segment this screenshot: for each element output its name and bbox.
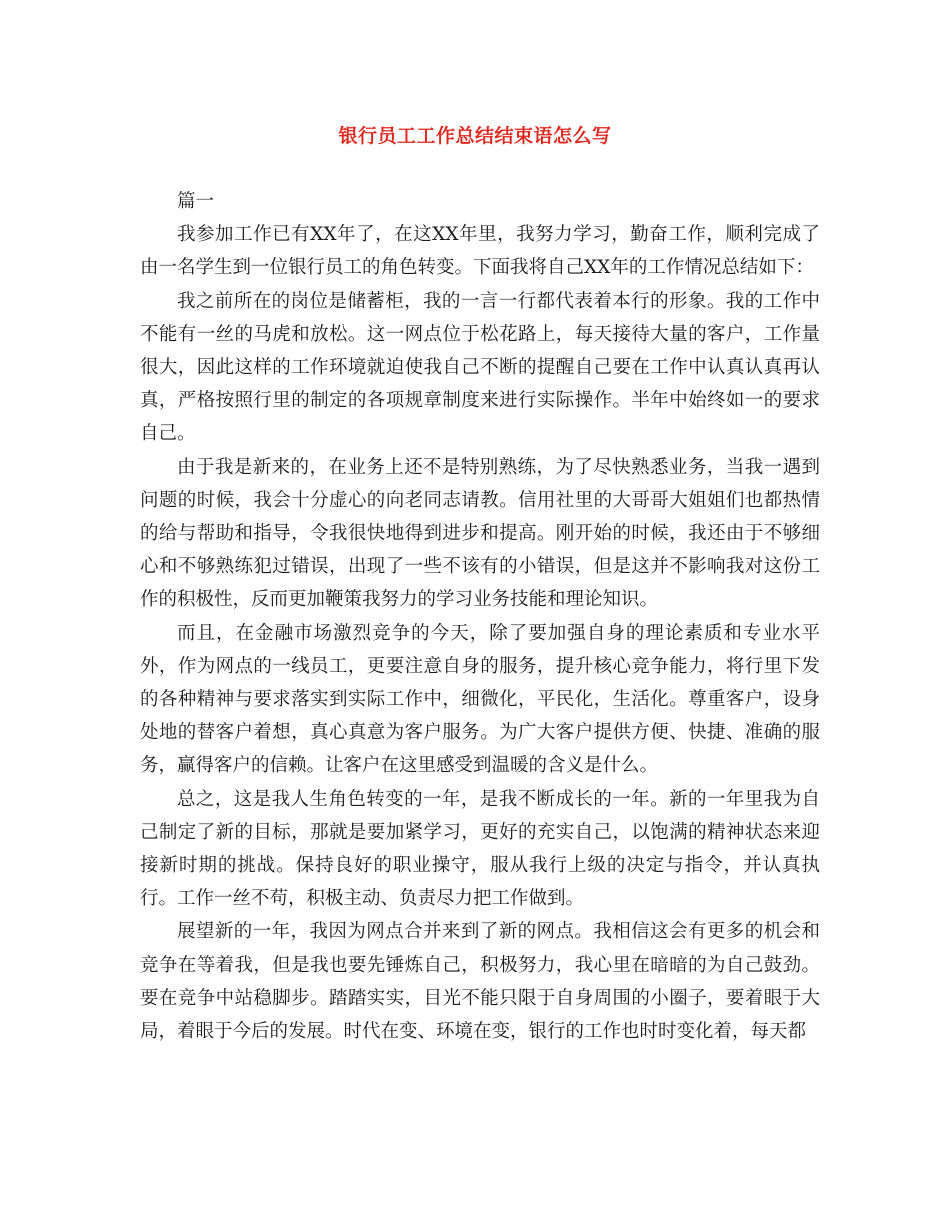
paragraph-2: 我之前所在的岗位是储蓄柜，我的一言一行都代表着本行的形象。我的工作中不能有一丝的马虎和放松。这一网点位于松花路上，每天接待大量的客户，工作量很大，因此这样的工作环境就迫使我自己不断的提醒自己要在工作中认真认真再认真，严格按照行里的制定的各项规章制度来进行实际操作。半年中始终如一的要求自己。 bbox=[140, 290, 820, 445]
document-title: 银行员工工作总结结束语怎么写 bbox=[338, 125, 612, 147]
paragraph-6: 展望新的一年，我因为网点合并来到了新的网点。我相信这会有更多的机会和竞争在等着我，但是我也要先锤炼自己，积极努力，我心里在暗暗的为自己鼓劲。要在竞争中站稳脚步。踏踏实实，目光不能只限于自身周围的小圈子，要着眼于大局，着眼于今后的发展。时代在变、环境在变，银行的工作也时时变化着，每天都 bbox=[140, 921, 820, 1043]
paragraph-3: 由于我是新来的，在业务上还不是特别熟练，为了尽快熟悉业务，当我一遇到问题的时候，我会十分虚心的向老同志请教。信用社里的大哥哥大姐姐们也都热情的给与帮助和指导，令我很快地得到进步和提高。刚开始的时候，我还由于不够细心和不够熟练犯过错误，出现了一些不该有的小错误，但是这并不影响我对这份工作的积极性，反而更加鞭策我努力的学习业务技能和理论知识。 bbox=[140, 456, 820, 611]
paragraph-4: 而且，在金融市场激烈竞争的今天，除了要加强自身的理论素质和专业水平外，作为网点的一线员工，更要注意自身的服务，提升核心竞争能力，将行里下发的各种精神与要求落实到实际工作中，细微化，平民化，生活化。尊重客户，设身处地的替客户着想，真心真意为客户服务。为广大客户提供方便、快捷、准确的服务，赢得客户的信赖。让客户在这里感受到温暖的含义是什么。 bbox=[140, 622, 820, 777]
paragraph-1: 我参加工作已有XX年了，在这XX年里，我努力学习，勤奋工作，顺利完成了由一名学生到一位银行员工的角色转变。下面我将自己XX年的工作情况总结如下： bbox=[140, 224, 820, 279]
document-body bbox=[140, 185, 820, 1048]
paragraph-5: 总之，这是我人生角色转变的一年，是我不断成长的一年。新的一年里我为自己制定了新的目标，那就是要加紧学习，更好的充实自己，以饱满的精神状态来迎接新时期的挑战。保持良好的职业操守，服从我行上级的决定与指令，并认真执行。工作一丝不苟，积极主动、负责尽力把工作做到。 bbox=[140, 788, 820, 910]
section-label: 篇一 bbox=[177, 191, 215, 212]
